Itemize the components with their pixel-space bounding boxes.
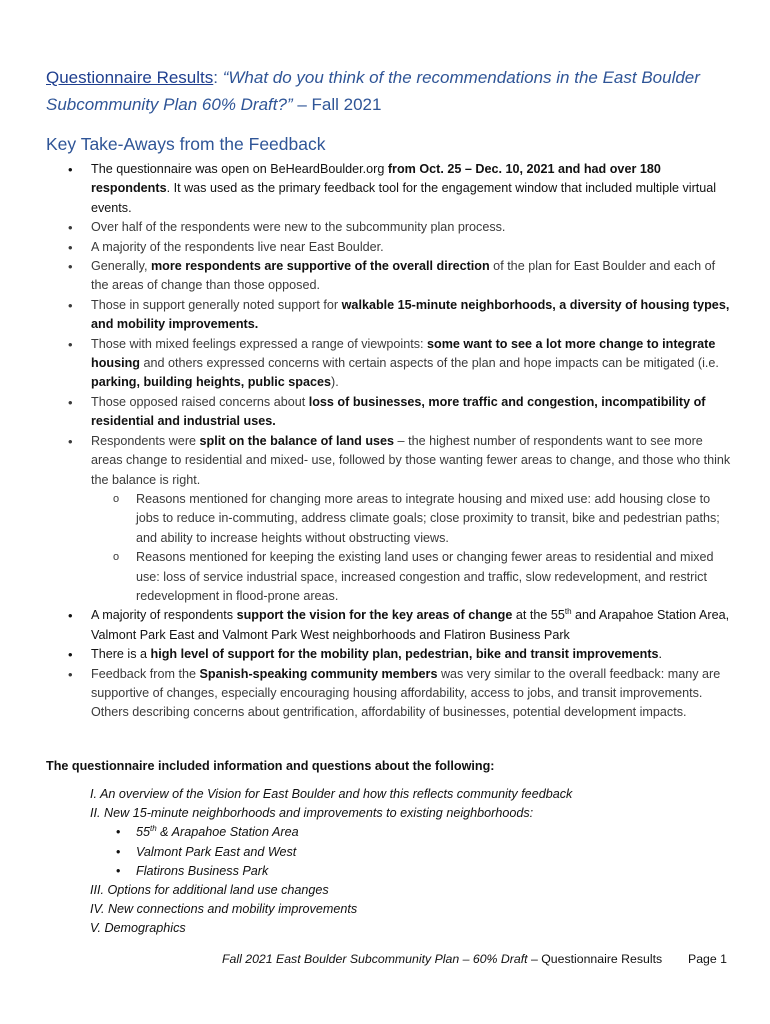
bullet-bold: parking, building heights, public spaces: [91, 375, 332, 390]
topic-sub-text: 55: [136, 825, 151, 840]
list-item: [46, 665, 736, 723]
bullet-text: Those opposed raised concerns about: [91, 394, 309, 409]
bullet-text: Feedback from the: [91, 666, 200, 681]
page-number: Page 1: [688, 952, 727, 966]
sub-list-item: [91, 548, 736, 606]
bullet-text: – the highest number of respondents want to see more areas change to residential and mixed- use, followed by those wanting fewer areas to change, and those who think the balance is right.: [91, 433, 731, 487]
bullet-text: of the plan for East Boulder and each of the areas of change than those opposed.: [91, 259, 716, 293]
bullet-bold: walkable 15-minute neighborhoods, a diversity of housing types, and mobility improvements.: [91, 297, 730, 332]
bullet-text: Those with mixed feelings expressed a range of viewpoints:: [91, 336, 428, 351]
bullet-bold: Spanish-speaking community members: [199, 666, 438, 681]
bullet-bold: support the vision for the key areas of change: [236, 608, 513, 623]
bullet-text: .: [658, 647, 663, 662]
bullet-bold: from Oct. 25 – Dec. 10, 2021 and had over 180 respondents: [91, 162, 661, 196]
bullet-text: and Arapahoe Station Area, Valmont Park East and Valmont Park West neighborhoods and Flatiron Business Park: [91, 608, 730, 642]
title-season: – Fall 2021: [292, 95, 382, 114]
page-title: [46, 64, 726, 118]
list-item: [46, 335, 736, 393]
list-item: [46, 645, 736, 664]
bullet-text: A majority of respondents: [91, 608, 237, 623]
list-item: [46, 296, 736, 335]
bullet-bold: split on the balance of land uses: [199, 433, 395, 448]
list-item: [46, 238, 736, 257]
bullet-text: Those in support generally noted support for: [91, 297, 342, 312]
bullet-bold: loss of businesses, more traffic and congestion, incompatibility of residential and industrial uses.: [91, 394, 706, 429]
topic-sub-text: & Arapahoe Station Area: [156, 825, 299, 840]
topic-sub-item: [90, 843, 710, 862]
topic-sub-item: [90, 823, 710, 842]
bullet-bold: some want to see a lot more change to integrate housing: [91, 336, 716, 371]
list-item: [46, 606, 736, 645]
list-item: [46, 218, 736, 237]
title-separator: :: [213, 68, 223, 87]
sub-list: [91, 490, 736, 606]
page-footer: [222, 950, 727, 968]
key-takeaways-list: [46, 160, 736, 723]
bullet-text: and others expressed concerns with certain aspects of the plan and hope impacts can be mitigated (i.e.: [139, 356, 719, 371]
bullet-text: . It was used as the primary feedback tool for the engagement window that included multiple virtual events.: [91, 181, 717, 215]
topic-sub-list: [90, 823, 710, 881]
bullet-text: Respondents were: [91, 433, 200, 448]
superscript: th: [564, 607, 572, 617]
topic-item: V. Demographics: [90, 921, 186, 936]
list-item: [46, 393, 736, 432]
sub-bullet-text: Reasons mentioned for changing more areas to integrate housing and mixed use: add housing close to jobs to reduce in-commuting, address climate goals; close proximity to transit, bike and pedestrian paths; and ability to increase heights without obstructing views.: [136, 491, 720, 545]
key-takeaways-heading: Key Take-Aways from the Feedback: [46, 134, 326, 154]
sub-bullet-text: Reasons mentioned for keeping the existing land uses or changing fewer areas to residential and mixed use: loss of service industrial space, increased congestion and traffic, slow redevelopment, and restrict redevelopment in flood-prone areas.: [136, 550, 714, 603]
footer-title-rest: – Questionnaire Results: [527, 952, 663, 966]
bullet-text: Over half of the respondents were new to the subcommunity plan process.: [91, 220, 506, 235]
bullet-bold: more respondents are supportive of the overall direction: [150, 259, 490, 274]
topic-item: III. Options for additional land use changes: [90, 883, 329, 898]
bullet-bold: high level of support for the mobility plan, pedestrian, bike and transit improvements: [150, 647, 659, 662]
superscript: th: [150, 824, 157, 834]
questionnaire-heading: The questionnaire included information and questions about the following:: [46, 759, 495, 773]
bullet-text: at the 55: [512, 608, 565, 623]
bullet-text: was very similar to the overall feedback: many are supportive of changes, especially encouraging housing affordability, access to jobs, and transit improvements. Others describing concerns about gentrification, affordability of businesses, potential development impacts.: [91, 666, 721, 720]
list-item: [46, 257, 736, 296]
topic-sub-item: [90, 862, 710, 881]
footer-title-italic: Fall 2021 East Boulder Subcommunity Plan – 60% Draft: [222, 952, 528, 966]
list-item: [46, 432, 736, 607]
bullet-text: The questionnaire was open on BeHeardBoulder.org: [91, 162, 388, 176]
sub-list-item: [91, 490, 736, 548]
bullet-text: Generally,: [91, 259, 151, 274]
topic-item: I. An overview of the Vision for East Boulder and how this reflects community feedback: [90, 787, 573, 801]
footer-document-title: [222, 950, 662, 968]
title-label: Questionnaire Results: [46, 68, 214, 87]
topic-sub-text: Valmont Park East and West: [136, 844, 297, 859]
topic-sub-text: Flatirons Business Park: [136, 863, 269, 878]
bullet-text: A majority of the respondents live near East Boulder.: [91, 239, 384, 254]
title-question: “What do you think of the recommendations in the East Boulder Subcommunity Plan 60% Draft?”: [46, 68, 700, 114]
topic-item: II. New 15-minute neighborhoods and improvements to existing neighborhoods:: [90, 806, 534, 821]
bullet-text: There is a: [91, 647, 151, 662]
questionnaire-topics: [90, 785, 710, 939]
topic-item: IV. New connections and mobility improvements: [90, 902, 358, 917]
bullet-text: ).: [331, 375, 339, 390]
list-item: [46, 160, 736, 218]
